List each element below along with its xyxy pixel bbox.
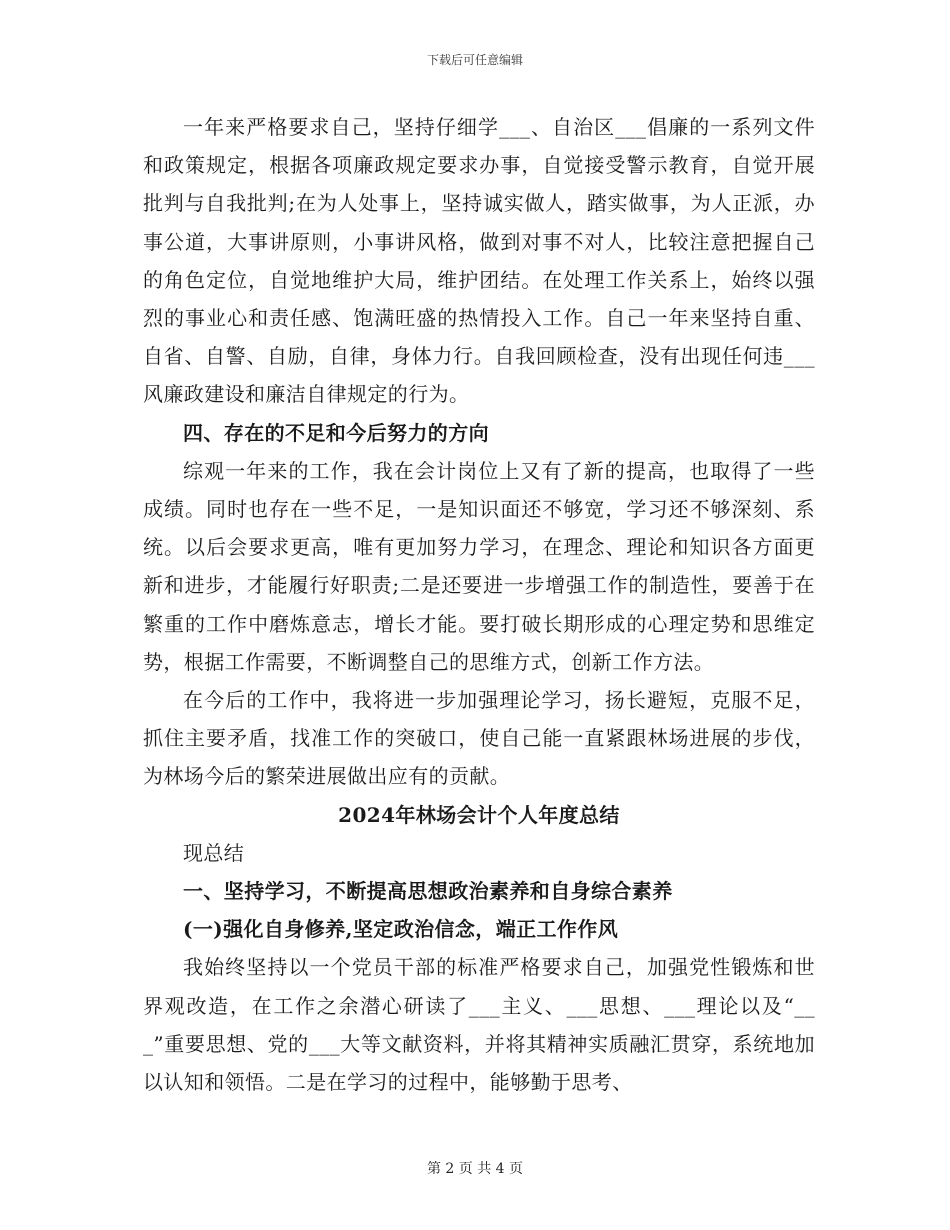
heading-shortcomings-and-direction: 四、存在的不足和今后努力的方向 <box>183 420 489 445</box>
document-title: 2024年林场会计个人年度总结 <box>338 802 620 827</box>
paragraph-party-member-standard: 我始终坚持以一个党员干部的标准严格要求自己，加强党性锻炼和世界观改造，在工作之余潜心研读了___主义、___思想、___理论以及“___”重要思想、党的___大等文献资料，并将其精神实质融汇贯穿，系统地加以认知和领悟。二是在学习的过程中，能够勤于思考、 <box>143 955 815 1095</box>
page-header: 下载后可任意编辑 <box>426 53 523 67</box>
heading-keep-learning: 一、坚持学习，不断提高思想政治素养和自身综合素养 <box>183 879 673 904</box>
paragraph-future-work: 在今后的工作中，我将进一步加强理论学习，扬长避短，克服不足，抓住主要矛盾，找准工作的突破口，使自己能一直紧跟林场进展的步伐，为林场今后的繁荣进展做出应有的贡献。 <box>143 688 815 789</box>
paragraph-summary-intro: 现总结 <box>183 840 245 865</box>
subheading-self-cultivation: (一)强化自身修养,坚定政治信念，端正工作作风 <box>183 917 619 942</box>
paragraph-shortcomings: 综观一年来的工作，我在会计岗位上又有了新的提高，也取得了一些成绩。同时也存在一些不足，一是知识面还不够宽，学习还不够深刻、系统。以后会要求更高，唯有更加努力学习，在理念、理论和知识各方面更新和进步，才能履行好职责;二是还要进一步增强工作的制造性，要善于在繁重的工作中磨炼意志，增长才能。要打破长期形成的心理定势和思维定势，根据工作需要，不断调整自己的思维方式，创新工作方法。 <box>143 458 815 674</box>
paragraph-integrity-self-discipline: 一年来严格要求自己，坚持仔细学___、自治区___倡廉的一系列文件和政策规定，根据各项廉政规定要求办事，自觉接受警示教育，自觉开展批判与自我批判;在为人处事上，坚持诚实做人，踏实做事，为人正派，办事公道，大事讲原则，小事讲风格，做到对事不对人，比较注意把握自己的角色定位，自觉地维护大局，维护团结。在处理工作关系上，始终以强烈的事业心和责任感、饱满旺盛的热情投入工作。自己一年来坚持自重、自省、自警、自励，自律，身体力行。自我回顾检查，没有出现任何违___风廉政建设和廉洁自律规定的行为。 <box>143 115 815 407</box>
document-body <box>143 108 815 1101</box>
page-number-footer: 第 2 页 共 4 页 <box>426 1161 524 1177</box>
